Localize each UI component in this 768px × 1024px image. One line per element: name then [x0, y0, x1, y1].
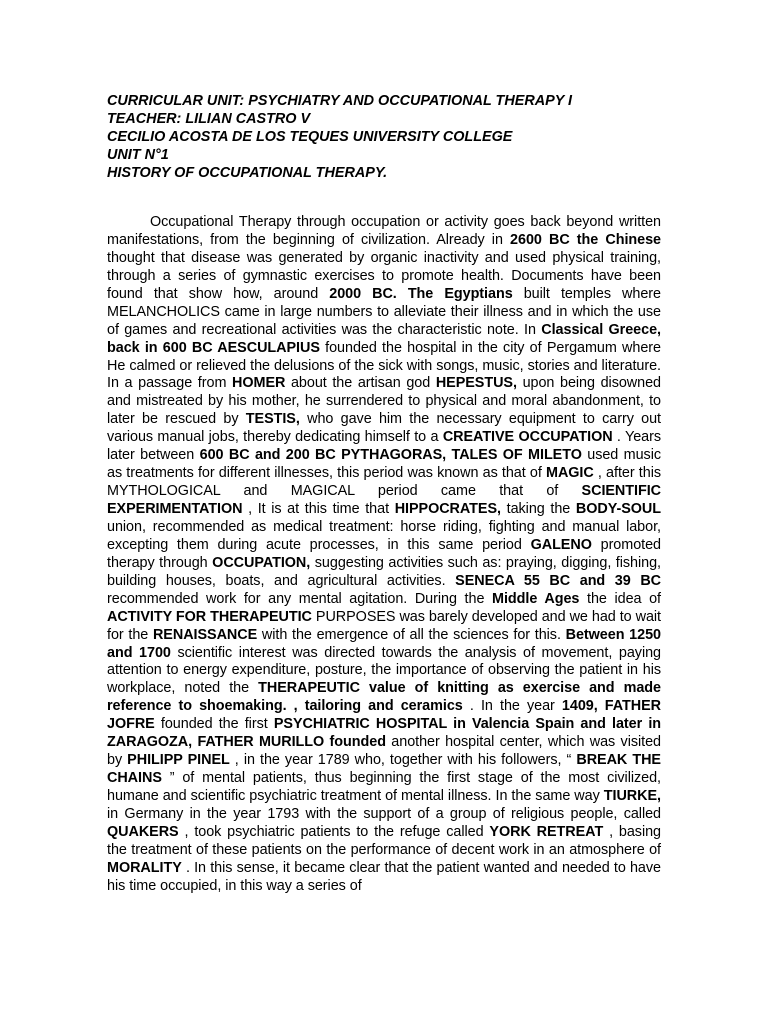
- paragraph-text: who gave him the necessary equipment to carry out various manual jobs, thereby dedicating himself to a: [107, 411, 661, 446]
- emphasized-text: TIURKE,: [603, 788, 661, 804]
- emphasized-text: HEPESTUS,: [435, 375, 517, 392]
- paragraph-text: another hospital center, which was visited by: [107, 734, 661, 769]
- emphasized-text: 600 BC and 200 BC PYTHAGORAS, TALES OF MILETO: [199, 447, 582, 464]
- emphasized-text: MORALITY: [107, 859, 182, 876]
- emphasized-text: THERAPEUTIC value of knitting as exercise and made reference to shoemaking. , tailoring and ceramics: [107, 680, 662, 715]
- paragraph-text: . In this sense, it became clear that the patient wanted and needed to have his time occupied, in this way a series of: [107, 859, 661, 894]
- emphasized-text: SCIENTIFIC EXPERIMENTATION: [107, 483, 661, 517]
- paragraph-text: ” of mental patients, thus beginning the first stage of the most civilized, humane and scientific psychiatric treatment of mental illness. In the same way: [107, 770, 661, 804]
- emphasized-text: 1409, FATHER JOFRE: [107, 698, 661, 733]
- emphasized-text: QUAKERS: [107, 823, 179, 840]
- paragraph-text: upon being disowned and mistreated by his mother, he surrendered to physical and moral abandonment, to later be rescued by: [107, 375, 661, 428]
- paragraph-text: scientific interest was directed towards the analysis of movement, paying attention to energy expenditure, posture, the importance of observing the patient in his workplace, noted the: [107, 644, 661, 697]
- emphasized-text: PHILIPP PINEL: [127, 752, 230, 769]
- paragraph-text: recommended work for any mental agitation. During the: [107, 590, 493, 607]
- paragraph-text: founded the first: [154, 716, 274, 733]
- paragraph-text: thought that disease was generated by organic inactivity and used physical training, through a series of gymnastic exercises to promote health. Documents have been found that show how, around: [107, 249, 661, 302]
- course-title: CURRICULAR UNIT: PSYCHIATRY AND OCCUPATIONAL THERAPY I: [107, 93, 573, 109]
- paragraph-text: about the artisan god: [285, 375, 436, 392]
- paragraph-text: , in the year 1789 who, together with his followers, “: [229, 752, 577, 769]
- paragraph-text: , after this MYTHOLOGICAL and MAGICAL period came that of: [107, 465, 661, 500]
- document-header: [107, 92, 667, 182]
- paragraph-text: suggesting activities such as: praying, digging, fishing, building houses, boats, and agricultural activities.: [107, 554, 661, 589]
- emphasized-text: BREAK THE CHAINS: [107, 752, 661, 787]
- emphasized-text: HOMER: [232, 375, 286, 392]
- paragraph-text: in Germany in the year 1793 with the support of a group of religious people, called: [107, 805, 661, 822]
- emphasized-text: YORK RETREAT: [489, 823, 604, 840]
- emphasized-text: PSYCHIATRIC HOSPITAL in Valencia Spain and later in ZARAGOZA, FATHER MURILLO founded: [107, 716, 662, 751]
- unit-number: UNIT N°1: [107, 147, 169, 163]
- emphasized-text: Between 1250 and 1700: [107, 626, 661, 661]
- teacher-name: TEACHER: LILIAN CASTRO V: [107, 111, 311, 127]
- paragraph-text: taking the: [500, 501, 576, 517]
- emphasized-text: ACTIVITY FOR THERAPEUTIC: [107, 608, 312, 625]
- emphasized-text: CREATIVE OCCUPATION: [442, 429, 613, 446]
- emphasized-text: 2600 BC the Chinese: [510, 231, 661, 248]
- emphasized-text: OCCUPATION,: [212, 554, 311, 571]
- emphasized-text: BODY-SOUL: [575, 501, 661, 517]
- paragraph-text: union, recommended as medical treatment: horse riding, fighting and manual labor, excepting them during acute processes, in this same period: [107, 518, 661, 553]
- paragraph-text: founded the hospital in the city of Pergamum where He calmed or relieved the delusions of the sick with songs, music, stories and literature. In a passage from: [107, 339, 661, 392]
- emphasized-text: RENAISSANCE: [152, 626, 258, 643]
- unit-title: HISTORY OF OCCUPATIONAL THERAPY.: [107, 165, 388, 181]
- paragraph-text: used music as treatments for different illnesses, this period was known as that of: [107, 447, 661, 482]
- paragraph-text: built temples where MELANCHOLICS came in large numbers to alleviate their illness and in which the use of games and recreational activities was the characteristic note. In: [107, 285, 661, 338]
- body-paragraph: [107, 214, 661, 896]
- emphasized-text: MAGIC: [546, 465, 594, 482]
- paragraph-text: PURPOSES was barely developed and we had to wait for the: [107, 608, 662, 643]
- paragraph-text: . Years later between: [107, 429, 662, 464]
- paragraph-text: with the emergence of all the sciences for this.: [257, 626, 566, 643]
- paragraph-text: the idea of: [579, 590, 661, 607]
- emphasized-text: Middle Ages: [492, 590, 580, 607]
- emphasized-text: 2000 BC. The Egyptians: [329, 285, 513, 302]
- emphasized-text: SENECA 55 BC and 39 BC: [455, 572, 661, 589]
- paragraph-text: . In the year: [462, 698, 562, 715]
- paragraph-text: , basing the treatment of these patients on the performance of decent work in an atmosphere of: [107, 823, 661, 858]
- emphasized-text: HIPPOCRATES,: [394, 501, 501, 517]
- paragraph-text: , took psychiatric patients to the refuge called: [178, 823, 490, 840]
- paragraph-text: , It is at this time that: [242, 501, 395, 517]
- emphasized-text: TESTIS,: [245, 411, 300, 428]
- institution-name: CECILIO ACOSTA DE LOS TEQUES UNIVERSITY COLLEGE: [107, 129, 513, 145]
- emphasized-text: Classical Greece, back in 600 BC AESCULAPIUS: [107, 321, 661, 356]
- emphasized-text: GALENO: [530, 536, 592, 553]
- paragraph-text: promoted therapy through: [107, 536, 662, 571]
- paragraph-text: Occupational Therapy through occupation or activity goes back beyond written manifestations, from the beginning of civilization. Already in: [107, 214, 661, 248]
